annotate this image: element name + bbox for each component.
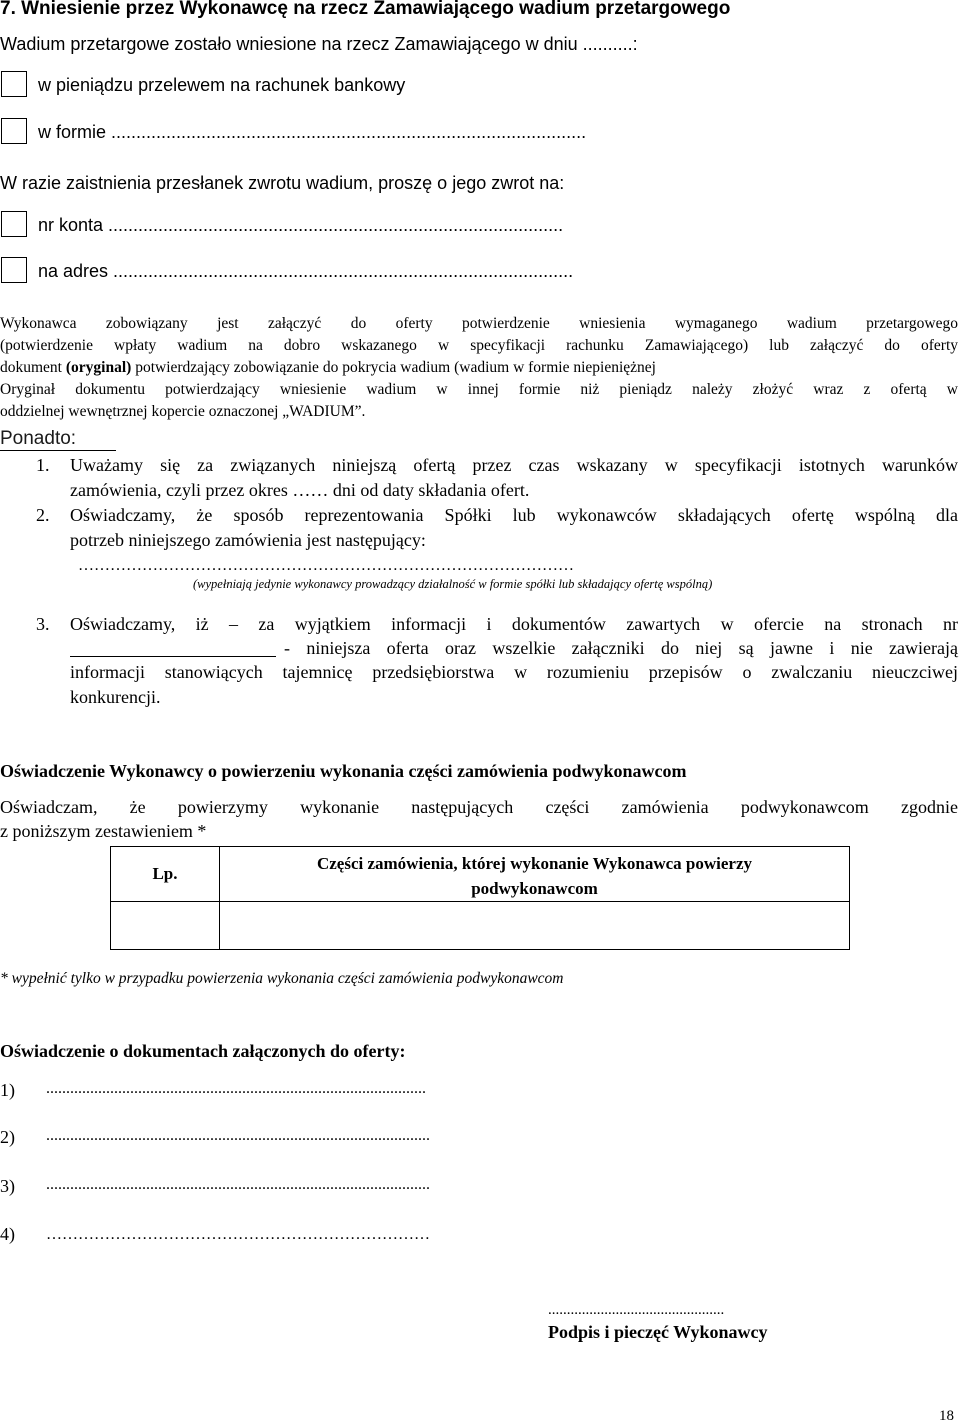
subcontract-heading: Oświadczenie Wykonawcy o powierzeniu wykonania części zamówienia podwykonawcom — [0, 761, 687, 781]
subcontract-table — [110, 846, 850, 950]
wadium-date-line: Wadium przetargowe zostało wniesione na rzecz Zamawiającego w dniu ..........: — [0, 34, 638, 54]
col-part-header-line: Części zamówienia, której wykonanie Wykonawca powierzy — [316, 854, 753, 873]
col-part-header-line: podwykonawcom — [471, 879, 598, 898]
table-cell-lp[interactable] — [111, 902, 220, 950]
attachments-heading: Oświadczenie o dokumentach załączonych do oferty: — [0, 1041, 406, 1061]
attachment-entry[interactable]: ............................................................................................... — [46, 1080, 426, 1097]
pages-blank-line[interactable] — [70, 656, 276, 657]
subcontract-footnote: * wypełnić tylko w przypadku powierzenia wykonania części zamówienia podwykonawcom — [0, 970, 564, 987]
item-number: 2. — [36, 505, 50, 525]
wadium-paragraph-line: (potwierdzenie wpłaty wadium na dobro wskazanego w specyfikacji rachunku Zamawiającego) lub załączyć do oferty — [0, 337, 958, 354]
checkbox-other-form[interactable] — [1, 118, 27, 144]
item1-line: Uważamy się za związanych niniejszą ofertą przez czas wskazany w specyfikacji istotnych warunków — [70, 455, 958, 475]
wadium-paragraph-line — [0, 359, 656, 377]
option-address-label: na adres ............................................................................................ — [38, 261, 574, 281]
representation-note: (wypełniają jedynie wykonawcy prowadzący działalność w formie spółki lub składający ofertę wspólną) — [193, 577, 713, 591]
col-part-header — [220, 847, 850, 902]
item-number: 1. — [36, 455, 50, 475]
table-cell-part[interactable] — [220, 902, 850, 950]
page-number: 18 — [939, 1408, 954, 1424]
table-row — [111, 902, 850, 950]
wadium-paragraph-line: Oryginał dokumentu potwierdzający wniesienie wadium w innej formie niż pieniądz należy złożyć wraz z ofertą w — [0, 381, 958, 398]
col-lp-header: Lp. — [111, 847, 220, 902]
subcontract-line: Oświadczam, że powierzymy wykonanie następujących części zamówienia podwykonawcom zgodnie — [0, 797, 958, 817]
subcontract-line: z poniższym zestawieniem * — [0, 821, 207, 841]
item3-line: Oświadczamy, iż – za wyjątkiem informacji i dokumentów zawartych w ofercie na stronach nr — [70, 614, 958, 634]
attachment-number: 1) — [0, 1080, 15, 1100]
checkbox-money[interactable] — [1, 71, 27, 97]
wadium-paragraph-rest: potwierdzający zobowiązanie do pokrycia wadium (wadium w formie niepieniężnej — [135, 359, 656, 376]
attachment-number: 2) — [0, 1127, 15, 1147]
item-number: 3. — [36, 614, 50, 634]
signature-dots[interactable]: ............................................... — [548, 1302, 725, 1318]
table-header-row — [111, 847, 850, 902]
attachment-entry[interactable]: ................................................................................................ — [46, 1127, 430, 1144]
item3-line: - niniejsza oferta oraz wszelkie załączniki do niej są jawne i nie zawierają — [284, 638, 958, 658]
item2-line: Oświadczamy, że sposób reprezentowania Spółki lub wykonawców składających ofertę wspólną dla — [70, 505, 958, 525]
option-money-label: w pieniądzu przelewem na rachunek bankowy — [38, 75, 406, 95]
checkbox-address[interactable] — [1, 257, 27, 283]
ponadto-heading: Ponadto: — [0, 428, 77, 449]
checkbox-account[interactable] — [1, 211, 27, 237]
dokument-word: dokument — [0, 359, 62, 376]
attachment-number: 3) — [0, 1176, 15, 1196]
return-instruction: W razie zaistnienia przesłanek zwrotu wadium, proszę o jego zwrot na: — [0, 173, 565, 193]
oryginal-word: (oryginal) — [65, 359, 132, 376]
attachment-entry[interactable]: ……………………………………………………………… — [46, 1226, 430, 1243]
attachment-number: 4) — [0, 1224, 15, 1244]
ponadto-underline — [0, 450, 116, 451]
representation-dots: ………………………………………………………………………………… — [78, 557, 574, 574]
attachment-entry[interactable]: ................................................................................................ — [46, 1176, 430, 1193]
wadium-paragraph-line: oddzielnej wewnętrznej kopercie oznaczonej „WADIUM”. — [0, 403, 366, 420]
item3-line: informacji stanowiących tajemnicę przedsiębiorstwa w rozumieniu przepisów o zwalczaniu nieuczciwej — [70, 662, 958, 682]
item2-line: potrzeb niniejszego zamówienia jest następujący: — [70, 530, 426, 550]
section-heading: 7. Wniesienie przez Wykonawcę na rzecz Zamawiającego wadium przetargowego — [0, 0, 731, 19]
signature-label: Podpis i pieczęć Wykonawcy — [548, 1322, 768, 1342]
item3-line: konkurencji. — [70, 687, 161, 707]
item1-line: zamówienia, czyli przez okres …… dni od daty składania ofert. — [70, 480, 530, 500]
wadium-paragraph-line: Wykonawca zobowiązany jest załączyć do oferty potwierdzenie wniesienia wymaganego wadium przetargowego — [0, 315, 958, 332]
option-other-form-label: w formie ............................................................................................... — [38, 122, 587, 142]
option-account-label: nr konta ........................................................................................... — [38, 215, 564, 235]
